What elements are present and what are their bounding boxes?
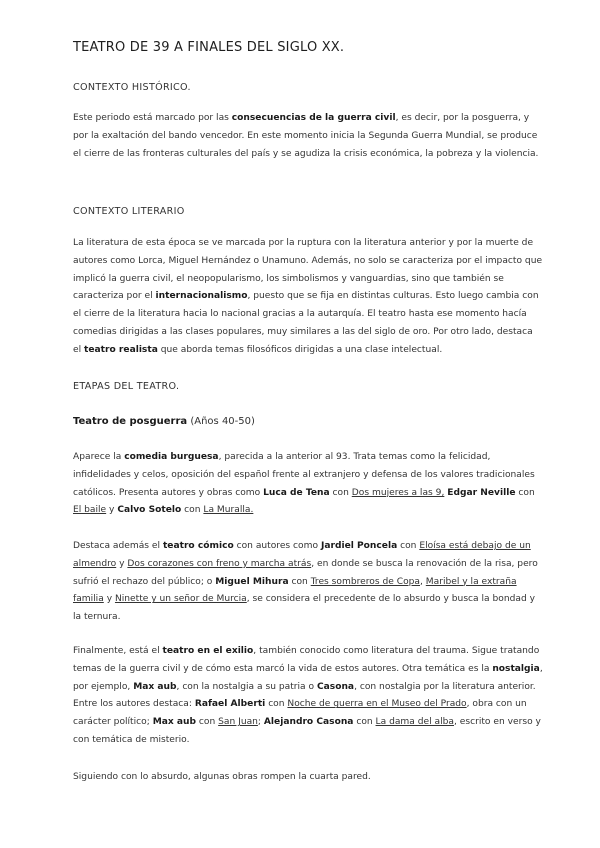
text-run: , con nostalgia por la literatura anterior. Entre los autores destaca:: [73, 681, 536, 710]
bold-term: nostalgia: [492, 663, 540, 674]
paragraph-cuarta-pared: [73, 769, 543, 787]
text-run: con: [353, 717, 376, 728]
bold-term: Calvo Sotelo: [117, 505, 182, 516]
bold-term: consecuencias de la guerra civil: [231, 113, 396, 123]
text-run: con: [181, 505, 204, 516]
work-title: Dos corazones con freno y marcha atrás: [127, 558, 312, 569]
bold-term: Rafael Alberti: [194, 699, 266, 710]
work-title: Tres sombreros de Copa: [310, 576, 420, 587]
heading-contexto-literario: CONTEXTO LITERARIO: [73, 206, 185, 217]
bold-term: teatro realista: [84, 344, 158, 355]
work-title: Maribel y la extraña familia: [73, 576, 517, 605]
text-run: , parecida a la anterior al 93. Trata temas como la felicidad, infidelidades y celos, oposición del español frente al extranjero y defensa de los valores tradicionales católicos. Presenta autores y obras como: [73, 452, 535, 498]
paragraph-comedia-burguesa: [73, 449, 543, 520]
bold-term: internacionalismo: [155, 291, 248, 302]
subheading-bold: Teatro de posguerra: [73, 416, 188, 427]
text-run: con: [288, 576, 311, 587]
paragraph-teatro-exilio: [73, 643, 543, 750]
bold-term: comedia burguesa: [124, 452, 219, 462]
text-run: Este periodo está marcado por las: [73, 113, 232, 123]
text-run: Finalmente, está el: [73, 646, 163, 656]
text-run: con: [196, 717, 219, 728]
bold-term: Casona: [316, 681, 355, 692]
text-run: , también conocido como literatura del trauma. Sigue tratando temas de la guerra civil y de cómo esta marcó la vida de estos autores. Otra temática es la: [73, 646, 540, 674]
bold-term: Alejandro Casona: [263, 717, 354, 728]
work-title: Ninette y un señor de Murcia: [114, 594, 247, 605]
text-run: con autores como: [233, 541, 321, 551]
bold-term: Jardiel Poncela: [320, 541, 398, 551]
text-run: , puesto que se fija en distintas culturas. Esto luego cambia con el cierre de la literatura hacia lo nacional gracias a la autarquía. El teatro hasta ese momento hacía comedias dirigidas a las clases populares, muy similares a las del siglo de oro. Por otro lado, destaca el: [73, 291, 539, 355]
text-run: con: [515, 487, 535, 498]
text-run: , por ejemplo,: [73, 663, 543, 692]
bold-term: teatro en el exilio: [162, 646, 254, 656]
work-title: Eloísa está debajo de un almendro: [73, 541, 531, 569]
work-title: San Juan: [218, 717, 258, 728]
bold-term: teatro cómico: [162, 541, 234, 551]
work-title: Noche de guerra en el Museo del Prado: [287, 699, 467, 710]
text-run: , escrito en verso y con temática de misterio.: [73, 717, 541, 745]
text-run: Destaca además el: [73, 541, 163, 551]
bold-term: Miguel Mihura: [215, 576, 289, 587]
bold-term: Luca de Tena: [263, 487, 330, 498]
work-title: La dama del alba: [375, 717, 454, 728]
paragraph-contexto-literario: [73, 235, 543, 360]
bold-term: Max aub: [133, 681, 177, 692]
heading-etapas-teatro: ETAPAS DEL TEATRO.: [73, 381, 180, 392]
text-run: con: [329, 487, 352, 498]
bold-term: Edgar Neville: [447, 487, 516, 498]
text-run: , se considera el precedente de lo absurdo y busca la bondad y la ternura.: [73, 594, 536, 623]
work-title: La Muralla.: [203, 505, 254, 516]
text-run: , obra con un carácter político;: [73, 699, 527, 728]
text-run: Siguiendo con lo absurdo, algunas obras rompen la cuarta pared.: [73, 772, 371, 782]
paragraph-teatro-comico: [73, 538, 543, 627]
text-run: que aborda temas filosóficos dirigidas a una clase intelectual.: [157, 344, 443, 355]
text-run: ,: [420, 576, 426, 587]
document-title: TEATRO DE 39 A FINALES DEL SIGLO XX.: [73, 40, 345, 55]
text-run: , con la nostalgia a su patria o: [176, 681, 317, 692]
text-run: y: [116, 558, 128, 569]
subheading-years: (Años 40-50): [187, 416, 255, 427]
heading-contexto-historico: CONTEXTO HISTÓRICO.: [73, 82, 191, 93]
paragraph-contexto-historico: [73, 110, 543, 163]
text-run: y: [106, 505, 118, 516]
text-run: Aparece la: [73, 452, 125, 462]
text-run: , en donde se busca la renovación de la risa, pero sufrió el rechazo del público; o: [73, 558, 538, 587]
text-run: con: [397, 541, 420, 551]
work-title: El baile: [73, 505, 107, 516]
text-run: La literatura de esta época se ve marcada por la ruptura con la literatura anterior y por la muerte de autores como Lorca, Miguel Hernández o Unamuno. Además, no solo se caracteriza por el impacto que implicó la guerra civil, el neopopularismo, los simbolismos y vanguardias, sino que también se caracteriza por el: [73, 238, 543, 302]
bold-term: Max aub: [152, 717, 197, 728]
text-run: y: [103, 594, 115, 605]
subheading-teatro-posguerra: [73, 416, 255, 427]
text-run: ;: [257, 717, 264, 728]
text-run: con: [265, 699, 288, 710]
work-title: Dos mujeres a las 9,: [351, 487, 445, 498]
text-run: , es decir, por la posguerra, y por la exaltación del bando vencedor. En este momento inicia la Segunda Guerra Mundial, se produce el cierre de las fronteras culturales del país y se agudiza la crisis económica, la pobreza y la violencia.: [73, 113, 539, 159]
